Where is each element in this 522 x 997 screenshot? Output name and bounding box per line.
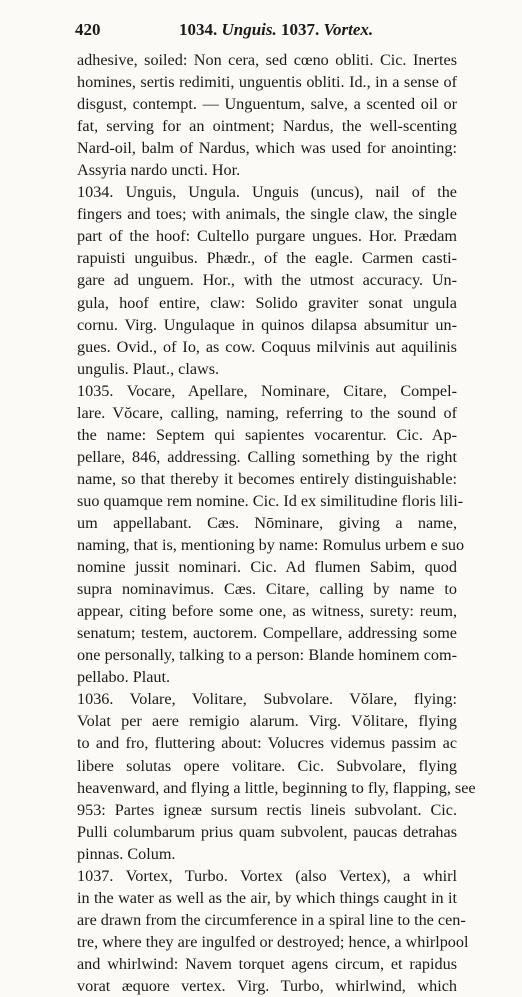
text-line: adhesive, soiled: Non cera, sed cœno obliti. Cic. Inertes	[77, 51, 457, 69]
text-line: nomine jussit nominari. Cic. Ad flumen Sabim, quod	[77, 558, 457, 577]
text-line: the name: Septem qui sapientes vocarentur. Cic. Ap-	[77, 425, 457, 444]
text-line: pellabo. Plaut.	[77, 668, 171, 687]
text-line: fat, serving for an ointment; Nardus, the well-scenting	[77, 117, 457, 136]
text-line: name, so that thereby it becomes entirely distinguishable:	[77, 469, 457, 488]
text-line: disgust, contempt. — Unguentum, salve, a scented oil or	[77, 95, 457, 114]
text-line: fingers and toes; with animals, the single claw, the single	[77, 205, 457, 224]
text-line: 1036. Volare, Volitare, Subvolare. Vŏlare, flying:	[77, 690, 457, 709]
text-line: are drawn from the circumference in a spiral line to the cen-	[77, 910, 466, 929]
text-line: to and fro, fluttering about: Volucres videmus passim ac	[77, 734, 457, 753]
text-line: um appellabant. Cæs. Nōminare, giving a name,	[77, 513, 457, 532]
text-line: cornu. Virg. Ungulaque in quinos dilapsa absumitur un-	[77, 315, 457, 334]
text-line: homines, sertis redimiti, unguentis obliti. Id., in a sense of	[77, 73, 457, 92]
page-header	[75, 20, 459, 42]
text-line: vorat æquore vertex. Virg. Turbo, whirlwind, which	[77, 976, 457, 995]
text-line: heavenward, and flying a little, beginning to fly, flapping, see	[77, 778, 476, 797]
text-line: 1034. Unguis, Ungula. Unguis (uncus), nail of the	[77, 183, 457, 202]
body-text	[77, 49, 476, 997]
running-head-term-unguis: Unguis.	[221, 20, 277, 39]
text-line: one personally, talking to a person: Blande hominem com-	[77, 646, 457, 665]
text-line: gare ad unguem. Hor., with the utmost accuracy. Un-	[77, 271, 457, 290]
page-number: 420	[75, 20, 101, 39]
text-line: libere solutas opere volitare. Cic. Subvolare, flying	[77, 756, 457, 775]
text-line: suo quamque rem nomine. Cic. Id ex similitudine floris lili-	[77, 491, 464, 510]
text-line: pellare, 846, addressing. Calling something by the right	[77, 447, 457, 466]
text-line: part of the hoof: Cultello purgare ungues. Hor. Prædam	[77, 227, 457, 246]
text-line: pinnas. Colum.	[77, 844, 176, 863]
text-line: appear, citing before some one, as witness, surety: reum,	[77, 602, 457, 621]
running-head	[179, 20, 373, 40]
text-line: senatum; testem, auctorem. Compellare, addressing some	[77, 624, 457, 643]
text-line: Assyria nardo uncti. Hor.	[77, 161, 241, 180]
text-line: gues. Ovid., of Io, as cow. Coquus milvinis aut aquilinis	[77, 337, 457, 356]
running-head-mid: 1037.	[276, 20, 324, 39]
text-line: 1037. Vortex, Turbo. Vortex (also Vertex), a whirl	[77, 866, 457, 885]
running-head-prefix: 1034.	[179, 20, 222, 39]
text-line: gula, hoof entire, claw: Solido graviter sonat ungula	[77, 293, 457, 312]
text-line: Pulli columbarum prius quam subvolent, paucas detrahas	[77, 822, 457, 841]
text-line: rapuisti unguibus. Phædr., of the eagle. Carmen casti-	[77, 249, 457, 268]
text-line: Volat per aere remigio alarum. Virg. Vŏlitare, flying	[77, 712, 457, 731]
text-line: and whirlwind: Navem torquet agens circum, et rapidus	[77, 954, 457, 973]
text-line: tre, where they are ingulfed or destroyed; hence, a whirlpool	[77, 932, 469, 951]
text-line: in the water as well as the air, by which things caught in it	[77, 888, 457, 907]
text-line: 953: Partes igneæ sursum rectis lineis subvolant. Cic.	[77, 800, 457, 819]
running-head-term-vortex: Vortex.	[323, 20, 374, 39]
text-line: supra nominavimus. Cæs. Citare, calling by name to	[77, 580, 457, 599]
text-line: naming, that is, mentioning by name: Romulus urbem e suo	[77, 536, 465, 555]
text-line: Nard-oil, balm of Nardus, which was used for anointing:	[77, 139, 457, 158]
text-line: 1035. Vocare, Apellare, Nominare, Citare, Compel-	[77, 381, 457, 400]
text-line: lare. Vŏcare, calling, naming, referring to the sound of	[77, 403, 457, 422]
text-line: ungulis. Plaut., claws.	[77, 359, 220, 378]
